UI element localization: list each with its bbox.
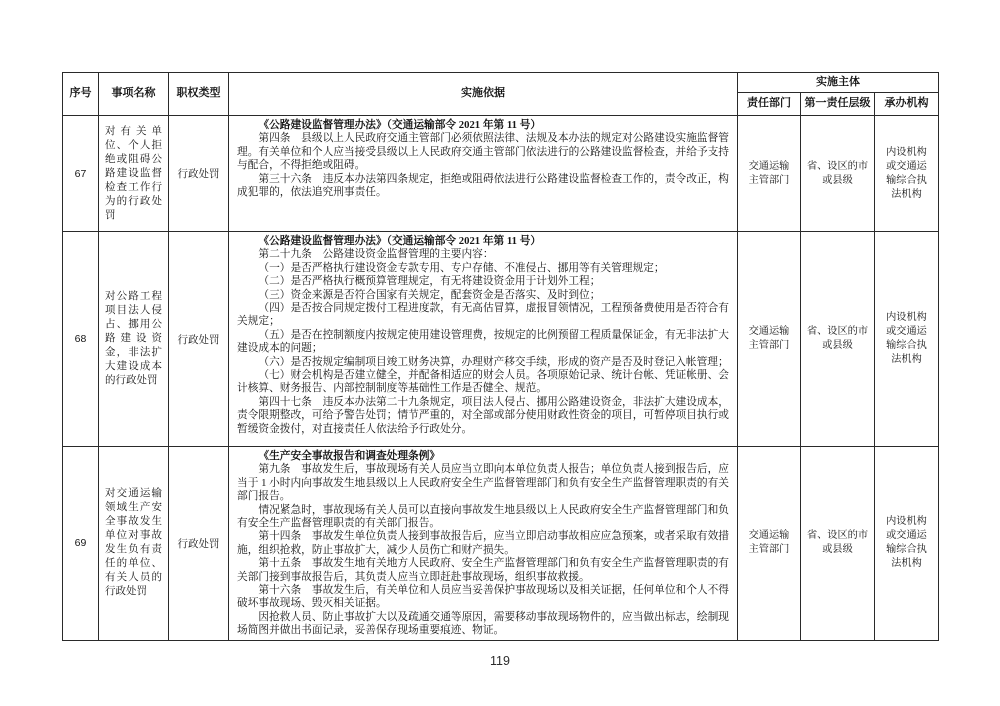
- cell-authority-type: 行政处罚: [169, 116, 229, 232]
- cell-responsible-dept: 交通运输主管部门: [738, 116, 801, 232]
- page-number: 119: [490, 653, 510, 668]
- basis-paragraph: 第十五条 事故发生地有关地方人民政府、安全生产监督管理部门和负有安全生产监督管理职责的有关部门接到事故报告后，其负责人应当立即赶赴事故现场，组织事故救援。: [237, 557, 729, 583]
- cell-first-responsibility-level: 省、设区的市或县级: [801, 116, 875, 232]
- basis-paragraph: 第四十七条 违反本办法第二十九条规定，项目法人侵占、挪用公路建设资金，非法扩大建设成本，责令限期整改，可给予警告处罚；情节严重的，对全部或部分使用财政性资金的项目，可暂停项目执行或暂缓资金拨付，对直接责任人依法给予行政处分。: [237, 395, 729, 435]
- basis-paragraph: （一）是否严格执行建设资金专款专用、专户存储、不准侵占、挪用等有关管理规定；: [258, 261, 665, 274]
- cell-implementation-basis: [229, 116, 738, 232]
- basis-paragraph: 第四条 县级以上人民政府交通主管部门必须依照法律、法规及本办法的规定对公路建设实施监督管理。有关单位和个人应当接受县级以上人民政府交通主管部门依法进行的公路建设监督检查，并给予支持与配合，不得拒绝或阻碍。: [237, 132, 729, 172]
- table-body: [63, 116, 939, 641]
- basis-paragraph: （六）是否按规定编制项目竣工财务决算，办理财产移交手续，形成的资产是否及时登记入帐管理；: [258, 355, 729, 368]
- basis-regulation-title: 《公路建设监督管理办法》（交通运输部令 2021 年第 11 号）: [258, 235, 542, 247]
- header-first-responsibility-level: 第一责任层级: [801, 93, 875, 116]
- header-implementation-subject: 实施主体: [738, 73, 939, 93]
- basis-paragraph: 第九条 事故发生后，事故现场有关人员应当立即向本单位负责人报告；单位负责人接到报告后，应当于 1 小时内向事故发生地县级以上人民政府安全生产监督管理部门和负有安全生产监督管理职责的有关部门报告。: [237, 463, 729, 503]
- cell-authority-type: 行政处罚: [169, 447, 229, 641]
- basis-paragraph: （二）是否严格执行概预算管理规定，有无将建设资金用于计划外工程；: [258, 275, 601, 288]
- cell-undertaking-agency: 内设机构或交通运输综合执法机构: [875, 447, 939, 641]
- cell-item-name: 对公路工程项目法人侵占、挪用公路建设资金，非法扩大建设成本的行政处罚: [99, 232, 169, 447]
- cell-first-responsibility-level: 省、设区的市或县级: [801, 447, 875, 641]
- basis-paragraph: 第二十九条 公路建设资金监督管理的主要内容：: [258, 248, 494, 261]
- header-implementation-basis: 实施依据: [229, 73, 738, 116]
- cell-seq-number: 69: [63, 447, 99, 641]
- cell-implementation-basis: [229, 447, 738, 641]
- header-item-name: 事项名称: [99, 73, 169, 116]
- basis-paragraph: 第三十六条 违反本办法第四条规定，拒绝或阻碍依法进行公路建设监督检查工作的，责令改正，构成犯罪的，依法追究刑事责任。: [237, 172, 729, 199]
- header-responsible-dept: 责任部门: [738, 93, 801, 116]
- cell-responsible-dept: 交通运输主管部门: [738, 232, 801, 447]
- header-seq: 序号: [63, 73, 99, 116]
- cell-undertaking-agency: 内设机构或交通运输综合执法机构: [875, 116, 939, 232]
- cell-undertaking-agency: 内设机构或交通运输综合执法机构: [875, 232, 939, 447]
- cell-seq-number: 68: [63, 232, 99, 447]
- cell-seq-number: 67: [63, 116, 99, 232]
- basis-regulation-title: 《公路建设监督管理办法》（交通运输部令 2021 年第 11 号）: [258, 119, 542, 131]
- basis-paragraph: 情况紧急时，事故现场有关人员可以直接向事故发生地县级以上人民政府安全生产监督管理部门和负有安全生产监督管理职责的有关部门报告。: [237, 503, 729, 530]
- table-header: [63, 73, 939, 116]
- table-row: [63, 116, 939, 232]
- basis-paragraph: （七）财会机构是否建立健全，并配备相适应的财会人员。各项原始记录、统计台帐、凭证帐册、会计核算、财务报告、内部控制制度等基础性工作是否健全、规范。: [237, 369, 729, 395]
- basis-paragraph: （五）是否在控制额度内按规定使用建设管理费，按规定的比例预留工程质量保证金，有无非法扩大建设成本的问题；: [237, 328, 729, 355]
- cell-item-name: 对有关单位、个人拒绝或阻碍公路建设监督检查工作行为的行政处罚: [99, 116, 169, 232]
- cell-authority-type: 行政处罚: [169, 232, 229, 447]
- authority-items-table: [62, 72, 939, 641]
- basis-paragraph: 第十四条 事故发生单位负责人接到事故报告后，应当立即启动事故相应应急预案，或者采取有效措施，组织抢救，防止事故扩大，减少人员伤亡和财产损失。: [237, 530, 729, 556]
- basis-paragraph: （三）资金来源是否符合国家有关规定，配套资金是否落实、及时到位；: [258, 288, 601, 301]
- cell-responsible-dept: 交通运输主管部门: [738, 447, 801, 641]
- header-undertaking-agency: 承办机构: [875, 93, 939, 116]
- basis-paragraph: 因抢救人员、防止事故扩大以及疏通交通等原因，需要移动事故现场物件的，应当做出标志，绘制现场简图并做出书面记录，妥善保存现场重要痕迹、物证。: [237, 610, 729, 637]
- table-row: [63, 232, 939, 447]
- header-authority-type: 职权类型: [169, 73, 229, 116]
- cell-implementation-basis: [229, 232, 738, 447]
- cell-item-name: 对交通运输领域生产安全事故发生单位对事故发生负有责任的单位、有关人员的行政处罚: [99, 447, 169, 641]
- basis-regulation-title: 《生产安全事故报告和调查处理条例》: [258, 450, 441, 462]
- basis-paragraph: 第十六条 事故发生后，有关单位和人员应当妥善保护事故现场以及相关证据，任何单位和个人不得破坏事故现场、毁灭相关证据。: [237, 584, 729, 610]
- table-row: [63, 447, 939, 641]
- basis-paragraph: （四）是否按合同规定拨付工程进度款，有无高估冒算，虚报冒领情况，工程预备费使用是否符合有关规定；: [237, 302, 729, 328]
- cell-first-responsibility-level: 省、设区的市或县级: [801, 232, 875, 447]
